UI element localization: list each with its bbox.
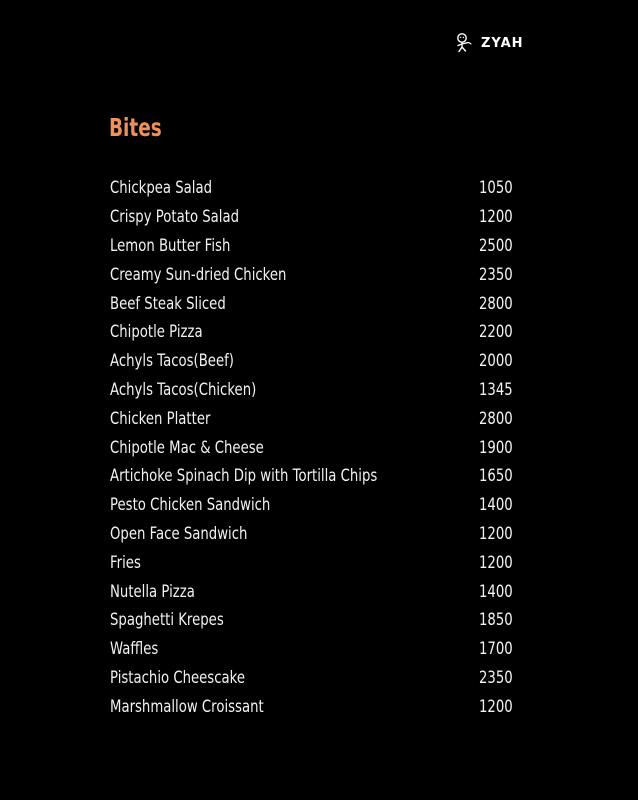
brand-logo	[455, 32, 524, 54]
menu-item	[110, 260, 530, 289]
menu-item-price: 2000	[479, 351, 513, 372]
menu-item	[110, 692, 530, 721]
menu-item	[110, 548, 530, 577]
menu-item	[110, 520, 530, 549]
menu-item-name: Nutella Pizza	[110, 581, 195, 602]
menu-item-name: Waffles	[110, 639, 159, 660]
menu-item-price: 1050	[479, 178, 513, 199]
menu-item-name: Chicken Platter	[110, 408, 211, 429]
menu-item-price: 1400	[479, 581, 513, 602]
brand-name: ZYAH	[481, 35, 524, 51]
menu-item-price: 1700	[479, 639, 513, 660]
menu-item-price: 1200	[479, 207, 513, 228]
menu-item-name: Lemon Butter Fish	[110, 235, 231, 256]
menu-item-name: Marshmallow Croissant	[110, 696, 264, 717]
menu-item-price: 1200	[479, 696, 513, 717]
menu-item-name: Achyls Tacos(Chicken)	[110, 379, 257, 400]
menu-item	[110, 664, 530, 693]
menu-item	[110, 174, 530, 203]
menu-item	[110, 376, 530, 405]
menu-item	[110, 433, 530, 462]
menu-item-name: Pistachio Cheescake	[110, 667, 246, 688]
menu-item-name: Artichoke Spinach Dip with Tortilla Chips	[110, 466, 378, 487]
menu-item-price: 2200	[479, 322, 513, 343]
menu-item-price: 1900	[479, 437, 513, 458]
doodle-person-icon	[455, 32, 477, 54]
menu-item-price: 1200	[479, 523, 513, 544]
menu-item	[110, 404, 530, 433]
menu-item-name: Pesto Chicken Sandwich	[110, 495, 271, 516]
menu-item	[110, 491, 530, 520]
section-title: Bites	[109, 113, 162, 142]
menu-item-name: Spaghetti Krepes	[110, 610, 224, 631]
menu-item-price: 1200	[479, 552, 513, 573]
menu-item-price: 2350	[479, 264, 513, 285]
menu-item-name: Beef Steak Sliced	[110, 293, 226, 314]
menu-item-name: Creamy Sun-dried Chicken	[110, 264, 287, 285]
menu-item-price: 2800	[479, 408, 513, 429]
menu-item	[110, 203, 530, 232]
menu-item-price: 1850	[479, 610, 513, 631]
menu-item-price: 1345	[479, 379, 513, 400]
menu-item-name: Chickpea Salad	[110, 178, 213, 199]
menu-item-name: Open Face Sandwich	[110, 523, 248, 544]
menu-list	[110, 174, 530, 721]
menu-item	[110, 347, 530, 376]
menu-item	[110, 577, 530, 606]
menu-item-price: 1400	[479, 495, 513, 516]
menu-item-name: Crispy Potato Salad	[110, 207, 240, 228]
menu-item	[110, 462, 530, 491]
menu-item-price: 2350	[479, 667, 513, 688]
menu-item-name: Chipotle Mac & Cheese	[110, 437, 264, 458]
menu-item-price: 2500	[479, 235, 513, 256]
menu-item-name: Chipotle Pizza	[110, 322, 203, 343]
menu-item	[110, 318, 530, 347]
menu-item	[110, 635, 530, 664]
menu-item-name: Fries	[110, 552, 141, 573]
menu-item-price: 1650	[479, 466, 513, 487]
menu-item	[110, 232, 530, 261]
menu-item-price: 2800	[479, 293, 513, 314]
menu-item-name: Achyls Tacos(Beef)	[110, 351, 234, 372]
menu-item	[110, 606, 530, 635]
menu-item	[110, 289, 530, 318]
